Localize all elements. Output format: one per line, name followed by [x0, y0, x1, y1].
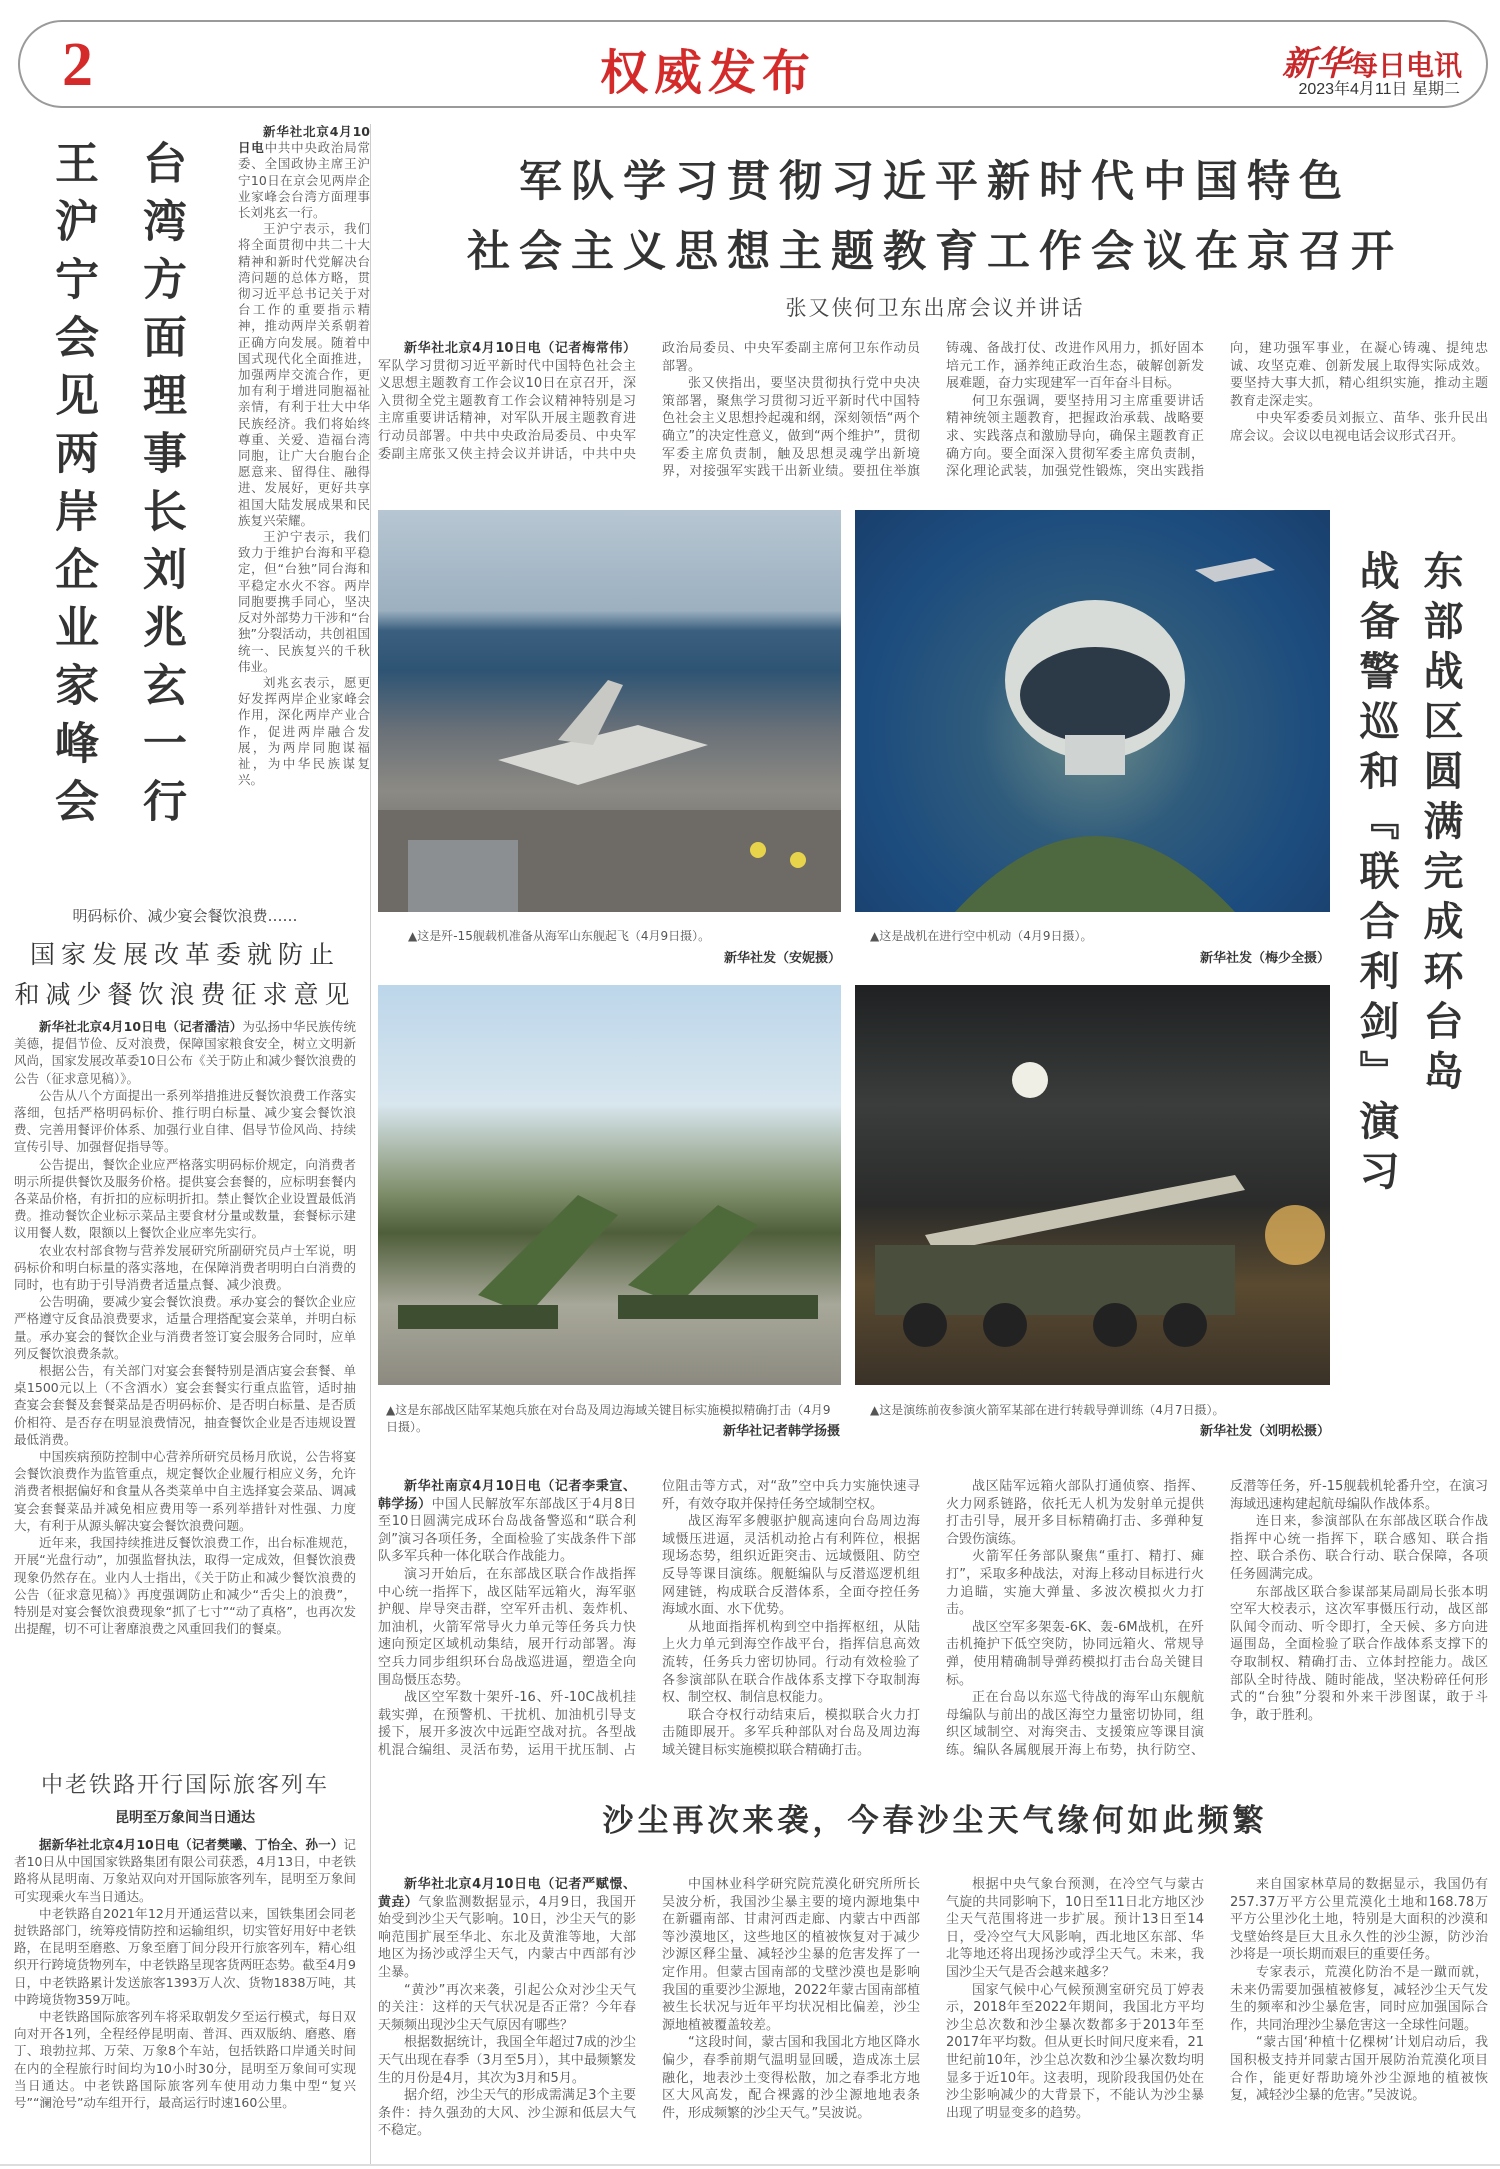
photo-credit-2: 新华社发（梅少全摄）: [1199, 951, 1330, 966]
photo-pilot-selfie: [855, 510, 1330, 912]
missile-truck-illustration: [855, 985, 1330, 1385]
subheadline-railway: 昆明至万象间当日通达: [115, 1810, 255, 1826]
article-wang-body: 新华社北京4月10日电中共中央政治局常委、全国政协主席王沪宁10日在京会见两岸企业家峰会台湾方面理事长刘兆玄一行。 王沪宁表示，我们将全面贯彻中共二十大精神和新时代党解决台湾问题的总体方略，贯彻习近平总书记关于对台工作的重要指示精神，推动两岸关系朝着正确方向发展。随着中国式现代化全面推进，加强两岸交流合作，更加有利于增进同胞福祉亲情，有利于壮大中华民族经济。我们将始终尊重、关爱、造福台湾同胞，让广大台胞台企愿意来、留得住、融得进、发展好，更好共享祖国大陆发展成果和民族复兴荣耀。 王沪宁表示，我们致力于维护台海和平稳定，但“台独”同台海和平稳定水火不容。两岸同胞要携手同心，坚决反对外部势力干涉和“台独”分裂活动，共创祖国统一、民族复兴的千秋伟业。 刘兆玄表示，愿更好发挥两岸企业家峰会作用，深化两岸产业合作，促进两岸融合发展，为两岸同胞谋福祉，为中华民族谋复兴。: [238, 124, 370, 788]
headline-dust: 沙尘再次来袭，今春沙尘天气缘何如此频繁: [602, 1803, 1268, 1839]
photo-credit-1: 新华社发（安妮摄）: [723, 951, 841, 966]
article-railway-body: 据新华社北京4月10日电（记者樊曦、丁怡全、孙一）记者10日从中国国家铁路集团有限公司获悉，4月13日，中老铁路将从昆明南、万象站双向对开国际旅客列车，昆明至万象间可实现乘火车当日通达。 中老铁路自2021年12月开通运营以来，国铁集团会同老挝铁路部门，统筹疫情防控和运输组织，切实管好用好中老铁路，在昆明至磨憨、万象至磨丁间分段开行旅客列车，精心组织开行跨境货物列车，中老铁路呈现客货两旺态势。截至4月9日，中老铁路累计发送旅客1393万人次、货物1838万吨，其中跨境货物359万吨。 中老铁路国际旅客列车将采取朝发夕至运行模式，每日双向对开各1列，全程经停昆明南、普洱、西双版纳、磨憨、磨丁、琅勃拉邦、万荣、万象8个车站，包括铁路口岸通关时间在内的全程旅行时间均为10小时30分，昆明至万象间可实现当日通达。中老铁路国际旅客列车使用动力集中型“复兴号”“澜沧号”动车组开行，最高运行时速160公里。: [14, 1837, 356, 2111]
photo-caption-1: ▲这是歼-15舰载机准备从海军山东舰起飞（4月9日摄）。: [408, 929, 711, 943]
article-drill-body: 新华社南京4月10日电（记者李秉宣、韩学扬）中国人民解放军东部战区于4月8日至10日圆满完成环台岛战备警巡和“联合利剑”演习各项任务，全面检验了实战条件下部队多军兵种一体化联合作战能力。 演习开始后，在东部战区联合作战指挥中心统一指挥下，战区陆军远箱火，海军驱护舰、岸导突击群，空军歼击机、轰炸机、加油机，火箭军常导火力单元等任务兵力快速向预定区域机动集结，展开行动部署。海空兵力同步组织环台岛战巡进逼，塑造全向围岛慑压态势。 战区空军数十架歼-16、歼-10C战机挂载实弹，在预警机、干扰机、加油机引导支援下，展开多波次中远距空战对抗。各型战机混合编组、灵活布势，运用干扰压制、占位阻击等方式，对“敌”空中兵力实施快速寻歼，有效夺取并保持任务空域制空权。 战区海军多艘驱护舰高速向台岛周边海域慑压进逼，灵活机动抢占有利阵位，根据现场态势，组织近距突击、远域慑阻、防空反导等课目演练。舰艇编队与反潜巡逻机组网建链，构成联合反潜体系，全面夺控任务海域水面、水下优势。 从地面指挥机构到空中指挥枢纽，从陆上火力单元到海空作战平台，指挥信息高效流转，任务兵力密切协同。行动有效检验了各参演部队在联合作战体系支撑下夺取制海权、制空权、制信息权能力。 联合夺权行动结束后，模拟联合火力打击随即展开。多军兵种部队对台岛及周边海域关键目标实施模拟联合精确打击。 战区陆军远箱火部队打通侦察、指挥、火力网系链路，依托无人机为发射单元提供打击引导，展开多目标精确打击、多弹种复合毁伤演练。 火箭军任务部队聚焦“重打、精打、瘫打”，采取多种战法，对海上移动目标进行火力追瞄，实施大弹量、多波次模拟火力打击。 战区空军多架轰-6K、轰-6M战机，在歼击机掩护下低空突防，协同远箱火、常规导弹，使用精确制导弹药模拟打击台岛关键目标。 正在台岛以东巡弋待战的海军山东舰航母编队与前出的战区海空力量密切协同，组织区域制空、对海突击、支援策应等课目演练。编队各属舰展开海上布势，执行防空、反潜等任务，歼-15舰载机轮番升空，在演习海域迅速构建起航母编队作战体系。 连日来，参演部队在东部战区联合作战指挥中心统一指挥下，联合感知、联合指控、联合杀伤、联合行动、联合保障，各项任务圆满完成。 东部战区联合参谋部某局副局长张本明空军大校表示，这次军事慑压行动，战区部队闻令而动、听令即打，全天候、多方向进逼围岛，全面检验了联合作战体系支撑下的夺取制权、精确打击、立体封控能力。战区部队全时待战、随时能战，坚决粉碎任何形式的“台独”分裂和外来干涉图谋，敢于斗争，敢于胜利。: [378, 1479, 1488, 1758]
page-number: 2: [62, 31, 93, 99]
photo-carrier-jet: [378, 510, 841, 912]
column-divider: [370, 124, 371, 2164]
photo-missile-night: [855, 985, 1330, 1385]
subheadline-military: 张又侠何卫东出席会议并讲话: [785, 296, 1085, 320]
headline-wang-line1: 台湾方面理事长刘兆玄一行: [135, 140, 186, 836]
photo-caption-2: ▲这是战机在进行空中机动（4月9日摄）。: [870, 929, 1093, 943]
headline-drill-line1: 东部战区圆满完成环台岛: [1417, 550, 1464, 1100]
dateline: 新华社北京4月10日电: [238, 124, 370, 156]
headline-food-line2: 和减少餐饮浪费征求意见: [14, 980, 356, 1009]
logo-script: 新华: [1281, 44, 1350, 84]
photo-rocket-artillery: [378, 985, 841, 1385]
photo-credit-4: 新华社发（刘明松摄）: [1199, 1424, 1330, 1439]
kicker-food: 明码标价、减少宴会餐饮浪费……: [72, 907, 298, 925]
article-dust-body: 新华社北京4月10日电（记者严赋憬、黄垚）气象监测数据显示，4月9日，我国开始受到沙尘天气影响。10日，沙尘天气的影响范围扩展至华北、东北及黄淮等地，大部地区为扬沙或浮尘天气，内蒙古中西部有沙尘暴。 “黄沙”再次来袭，引起公众对沙尘天气的关注：这样的天气状况是否正常？今年春天频频出现沙尘天气原因有哪些？ 根据数据统计，我国全年超过7成的沙尘天气出现在春季（3月至5月），其中最频繁发生的月份是4月，其次为3月和5月。 据介绍，沙尘天气的形成需满足3个主要条件：持久强劲的大风、沙尘源和低层大气不稳定。 中国林业科学研究院荒漠化研究所所长吴波分析，我国沙尘暴主要的境内源地集中在新疆南部、甘肃河西走廊、内蒙古中西部等沙漠地区，这些地区的植被恢复对于减少沙源区释尘量、减轻沙尘暴的危害发挥了一定作用。但蒙古国南部的戈壁沙漠也是影响我国的重要沙尘源地，2022年蒙古国南部植被生长状况与近年平均状况相比偏差，沙尘源地植被覆盖较差。 “这段时间，蒙古国和我国北方地区降水偏少，春季前期气温明显回暖，造成冻土层融化，地表沙土变得松散，加之春季北方地区大风高发，配合裸露的沙尘源地地表条件，形成频繁的沙尘天气。”吴波说。 根据中央气象台预测，在冷空气与蒙古气旋的共同影响下，10日至11日北方地区沙尘天气范围将进一步扩展。预计13日至14日，受冷空气大风影响，西北地区东部、华北等地还将出现扬沙或浮尘天气。未来，我国沙尘天气是否会越来越多？ 国家气候中心气候预测室研究员丁婷表示，2018年至2022年期间，我国北方平均沙尘总次数和沙尘暴次数都多于2013年至2017年平均数。但从更长时间尺度来看，21世纪前10年，沙尘总次数和沙尘暴次数均明显多于近10年。这表明，现阶段我国仍处在沙尘影响减少的大背景下，不能认为沙尘暴出现了明显变多的趋势。 来自国家林草局的数据显示，我国仍有257.37万平方公里荒漠化土地和168.78万平方公里沙化土地，特别是大面积的沙漠和戈壁始终是巨大且永久性的沙尘源，防沙治沙将是一项长期而艰巨的重要任务。 专家表示，荒漠化防治不是一蹴而就，未来仍需要加强植被修复，减轻沙尘天气发生的频率和沙尘暴危害，同时应加强国际合作，共同治理沙尘暴危害这一全球性问题。 “蒙古国‘种植十亿棵树’计划启动后，我国积极支持并同蒙古国开展防治荒漠化项目合作，能更好帮助境外沙尘源地的植被恢复，减轻沙尘暴的危害。”吴波说。: [378, 1877, 1488, 2139]
headline-railway: 中老铁路开行国际旅客列车: [40, 1773, 329, 1798]
article-food-body: 新华社北京4月10日电（记者潘洁）为弘扬中华民族传统美德，提倡节俭、反对浪费，保障国家粮食安全，树立文明新风尚，国家发展改革委10日公布《关于防止和减少餐饮浪费的公告（征求意见稿）》。 公告从八个方面提出一系列举措推进反餐饮浪费工作落实落细，包括严格明码标价、推行明白标量、减少宴会餐饮浪费、完善用餐评价体系、加强行业自律、倡导节俭风尚、持续宣传引导、加强督促指导等。 公告提出，餐饮企业应严格落实明码标价规定，向消费者明示所提供餐饮及服务价格。提供宴会套餐的，应标明套餐内各菜品价格，有折扣的应标明折扣。禁止餐饮企业设置最低消费。推动餐饮企业标示菜品主要食材分量或数量，套餐标示建议用餐人数，限额以上餐饮企业应率先实行。 农业农村部食物与营养发展研究所副研究员卢士军说，明码标价和明白标量的落实落地，在保障消费者明明白白消费的同时，也有助于引导消费者适量点餐、减少浪费。 公告明确，要减少宴会餐饮浪费。承办宴会的餐饮企业应严格遵守反食品浪费要求，适量合理搭配宴会菜单，并明白标量。承办宴会的餐饮企业与消费者签订宴会服务合同时，应单列反餐饮浪费条款。 根据公告，有关部门对宴会套餐特别是酒店宴会套餐、单桌1500元以上（不含酒水）宴会套餐实行重点监管，适时抽查宴会套餐及套餐菜品是否明码标价、是否明白标量、是否质价相符、是否存在明显浪费情况，抽查餐饮企业是否违规设置最低消费。 中国疾病预防控制中心营养所研究员杨月欣说，公告将宴会餐饮浪费作为监管重点，规定餐饮企业履行相应义务，允许消费者根据偏好和食量从各类菜单中自主选择宴会菜品、调减宴会套餐菜品并减免相应费用等一系列举措针对性强、力度大，有利于从源头解决宴会餐饮浪费问题。 近年来，我国持续推进反餐饮浪费工作，出台标准规范，开展“光盘行动”，加强监督执法，取得一定成效，但餐饮浪费现象仍然存在。业内人士指出，《关于防止和减少餐饮浪费的公告（征求意见稿）》再度强调防止和减少“舌尖上的浪费”，特别是对宴会餐饮浪费现象“抓了七寸”“动了真格”，也再次发出提醒，切不可让奢靡浪费之风重回我们的餐桌。: [14, 1019, 356, 1637]
headline-military-line2: 社会主义思想主题教育工作会议在京召开: [467, 227, 1403, 277]
photo-caption-4: ▲这是演练前夜参演火箭军某部在进行转载导弹训练（4月7日摄）。: [870, 1403, 1225, 1417]
rocket-launcher-illustration: [378, 985, 841, 1385]
section-title: 权威发布: [600, 47, 817, 100]
headline-drill-line2: 战备警巡和『联合利剑』演习: [1353, 550, 1400, 1200]
fighter-jet-illustration: [378, 510, 841, 912]
photo-credit-3: 新华社记者韩学扬摄: [722, 1424, 840, 1439]
bottom-rule: [0, 2164, 1500, 2166]
pilot-illustration: [855, 510, 1330, 912]
issue-date: 2023年4月11日 星期二: [1298, 81, 1460, 98]
article-military-body: 新华社北京4月10日电（记者梅常伟）军队学习贯彻习近平新时代中国特色社会主义思想主题教育工作会议10日在京召开，深入贯彻全党主题教育工作会议精神特别是习主席重要讲话精神，对军队开展主题教育进行动员部署。中共中央政治局委员、中央军委副主席张又侠主持会议并讲话，中共中央政治局委员、中央军委副主席何卫东作动员部署。 张又侠指出，要坚决贯彻执行党中央决策部署，聚焦学习贯彻习近平新时代中国特色社会主义思想拎起魂和纲，深刻领悟“两个确立”的决定性意义，做到“两个维护”，贯彻军委主席负责制，触及思想灵魂学出新境界，对接强军实践干出新业绩。要扭住举旗铸魂、备战打仗、改进作风用力，抓好固本培元工作，涵养纯正政治生态，破解创新发展难题，奋力实现建军一百年奋斗目标。 何卫东强调，要坚持用习主席重要讲话精神统领主题教育，把握政治承载、战略要求、实践落点和激励导向，确保主题教育正确方向。要全面深入贯彻军委主席负责制，深化理论武装，加强党性锻炼，突出实践指向，建功强军事业，在凝心铸魂、提纯忠诚、攻坚克难、创新发展上取得实际成效。要坚持大事大抓，精心组织实施，推动主题教育走深走实。 中央军委委员刘振立、苗华、张升民出席会议。会议以电视电话会议形式召开。: [378, 341, 1488, 480]
headline-food-line1: 国家发展改革委就防止: [29, 940, 340, 969]
headline-wang-line2: 王沪宁会见两岸企业家峰会: [47, 140, 98, 836]
headline-military-line1: 军队学习贯彻习近平新时代中国特色: [519, 157, 1351, 207]
photo-caption-3: ▲这是东部战区陆军某炮兵旅在对台岛及周边海域关键目标实施模拟精确打击（4月9日摄）。: [386, 1403, 831, 1434]
logo-suffix: 每日电讯: [1349, 49, 1462, 82]
